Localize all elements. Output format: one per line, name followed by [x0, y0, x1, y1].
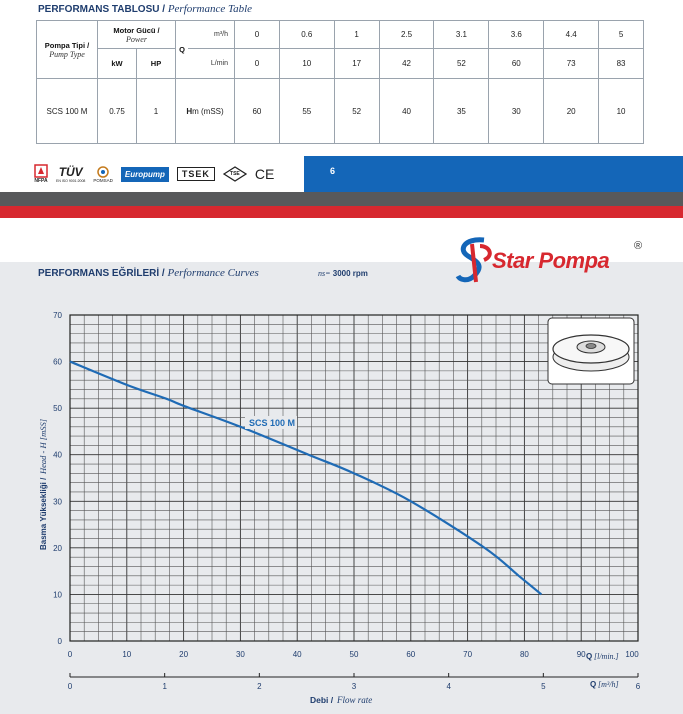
ce-logo: CE — [254, 166, 275, 182]
x-axis-m3h-title — [590, 680, 619, 689]
q-lmin-3: 42 — [379, 49, 434, 79]
head-1: 55 — [279, 79, 334, 144]
q-lmin-1: 10 — [279, 49, 334, 79]
motor-power-header: Motor Gücü / Power — [98, 21, 176, 49]
tse-logo: TSE — [223, 166, 247, 182]
y-tick: 70 — [53, 311, 62, 320]
performance-chart — [0, 285, 683, 714]
speed-label: ns= 3000 rpm — [318, 269, 368, 278]
x-tick-lmin: 60 — [406, 650, 416, 659]
q-lmin-2: 17 — [334, 49, 379, 79]
y-tick: 50 — [53, 404, 62, 414]
x-title-bold: Debi / — [310, 695, 334, 705]
q-m3h-4: 3.1 — [434, 21, 489, 49]
y-tick: 10 — [53, 590, 62, 600]
head-5: 30 — [489, 79, 544, 144]
x-axis-lmin-ticks — [68, 650, 639, 659]
pump-type-header: Pompa Tipi / Pump Type — [37, 21, 98, 79]
q-lmin-6: 73 — [544, 49, 599, 79]
hp-header: HP — [137, 49, 176, 79]
pomsad-logo: POMSAD — [93, 166, 113, 183]
y-tick: 0 — [57, 637, 62, 646]
kw-header: kW — [98, 49, 137, 79]
head-3: 40 — [379, 79, 434, 144]
q-m3h-6: 4.4 — [544, 21, 599, 49]
q-m3h-0: 0 — [235, 21, 280, 49]
y-axis-ticks — [53, 311, 62, 646]
q-m3h-5: 3.6 — [489, 21, 544, 49]
table-section-title: PERFORMANS TABLOSU / Performance Table — [38, 3, 253, 15]
y-tick: 20 — [53, 543, 62, 553]
curves-section-title: PERFORMANS EĞRİLERİ / Performance Curves — [38, 267, 259, 279]
tuv-logo: TÜV EN ISO 9001:2008 — [56, 165, 86, 183]
x-tick-lmin: 30 — [235, 650, 245, 659]
nfpa-icon — [34, 164, 48, 178]
divider-gray — [0, 192, 683, 206]
y-title-italic: Head - H [mSS] — [38, 418, 48, 474]
q-lmin-4: 52 — [434, 49, 489, 79]
q-m3h-3: 2.5 — [379, 21, 434, 49]
pomsad-icon — [96, 166, 110, 178]
certification-logos — [34, 158, 304, 190]
row-kw: 0.75 — [98, 79, 137, 144]
head-0: 60 — [235, 79, 280, 144]
x-m3h-unit: [m³/h] — [598, 680, 619, 689]
impeller-thumbnail — [548, 318, 634, 384]
registered-mark: ® — [634, 240, 643, 252]
performance-table — [36, 20, 644, 144]
divider-red — [0, 206, 683, 218]
row-head-label: Hm (mSS) — [176, 79, 235, 144]
x-axis-lmin-title — [586, 652, 619, 661]
q-m3h-2: 1 — [334, 21, 379, 49]
series-label: SCS 100 M — [249, 418, 296, 428]
x-axis-title — [310, 695, 372, 705]
nfpa-logo: NFPA — [34, 164, 48, 184]
page-number: 6 — [330, 166, 336, 176]
x-tick-lmin: 0 — [67, 650, 73, 659]
x-tick-m3h: 1 — [162, 682, 167, 691]
brand-name: Star Pompa — [492, 248, 610, 273]
q-lmin-7: 83 — [599, 49, 644, 79]
page-band — [304, 156, 683, 192]
x-tick-lmin: 50 — [349, 650, 359, 659]
x-tick-m3h: 6 — [635, 682, 641, 691]
unit-m3h: m³/h — [188, 21, 235, 49]
x-axis-m3h-ticks — [68, 673, 641, 691]
impeller-eye-icon — [586, 344, 596, 349]
x-lmin-unit: [l/min.] — [594, 652, 619, 661]
q-lmin-0: 0 — [235, 49, 280, 79]
x-tick-lmin: 100 — [625, 650, 639, 659]
x-lmin-label: Q — [586, 652, 593, 661]
q-header: Q — [176, 21, 189, 79]
x-tick-m3h: 5 — [541, 682, 546, 691]
row-model: SCS 100 M — [37, 79, 98, 144]
x-tick-m3h: 2 — [257, 682, 262, 691]
x-title-italic: Flow rate — [337, 695, 373, 705]
y-axis-title — [38, 419, 48, 550]
row-hp: 1 — [137, 79, 176, 144]
head-6: 20 — [544, 79, 599, 144]
head-4: 35 — [434, 79, 489, 144]
x-tick-lmin: 90 — [576, 650, 586, 659]
performance-table-section — [0, 0, 683, 160]
x-m3h-label: Q — [590, 680, 597, 689]
europump-logo: Europump — [121, 167, 169, 182]
q-m3h-7: 5 — [599, 21, 644, 49]
unit-lmin: L/min — [188, 49, 235, 79]
x-tick-lmin: 20 — [179, 650, 189, 659]
q-m3h-1: 0.6 — [279, 21, 334, 49]
x-tick-m3h: 4 — [446, 682, 451, 691]
y-tick: 30 — [53, 497, 62, 507]
q-lmin-5: 60 — [489, 49, 544, 79]
head-7: 10 — [599, 79, 644, 144]
x-tick-lmin: 40 — [292, 650, 302, 659]
x-tick-m3h: 0 — [67, 682, 73, 691]
y-tick: 40 — [53, 450, 62, 460]
x-tick-m3h: 3 — [351, 682, 357, 691]
head-2: 52 — [334, 79, 379, 144]
x-tick-lmin: 70 — [463, 650, 473, 659]
y-tick: 60 — [53, 357, 62, 367]
tsek-logo: TSEK — [177, 167, 215, 181]
x-tick-lmin: 80 — [519, 650, 529, 659]
x-tick-lmin: 10 — [122, 650, 132, 659]
y-title-bold: Basma Yüksekliği / — [39, 477, 48, 550]
